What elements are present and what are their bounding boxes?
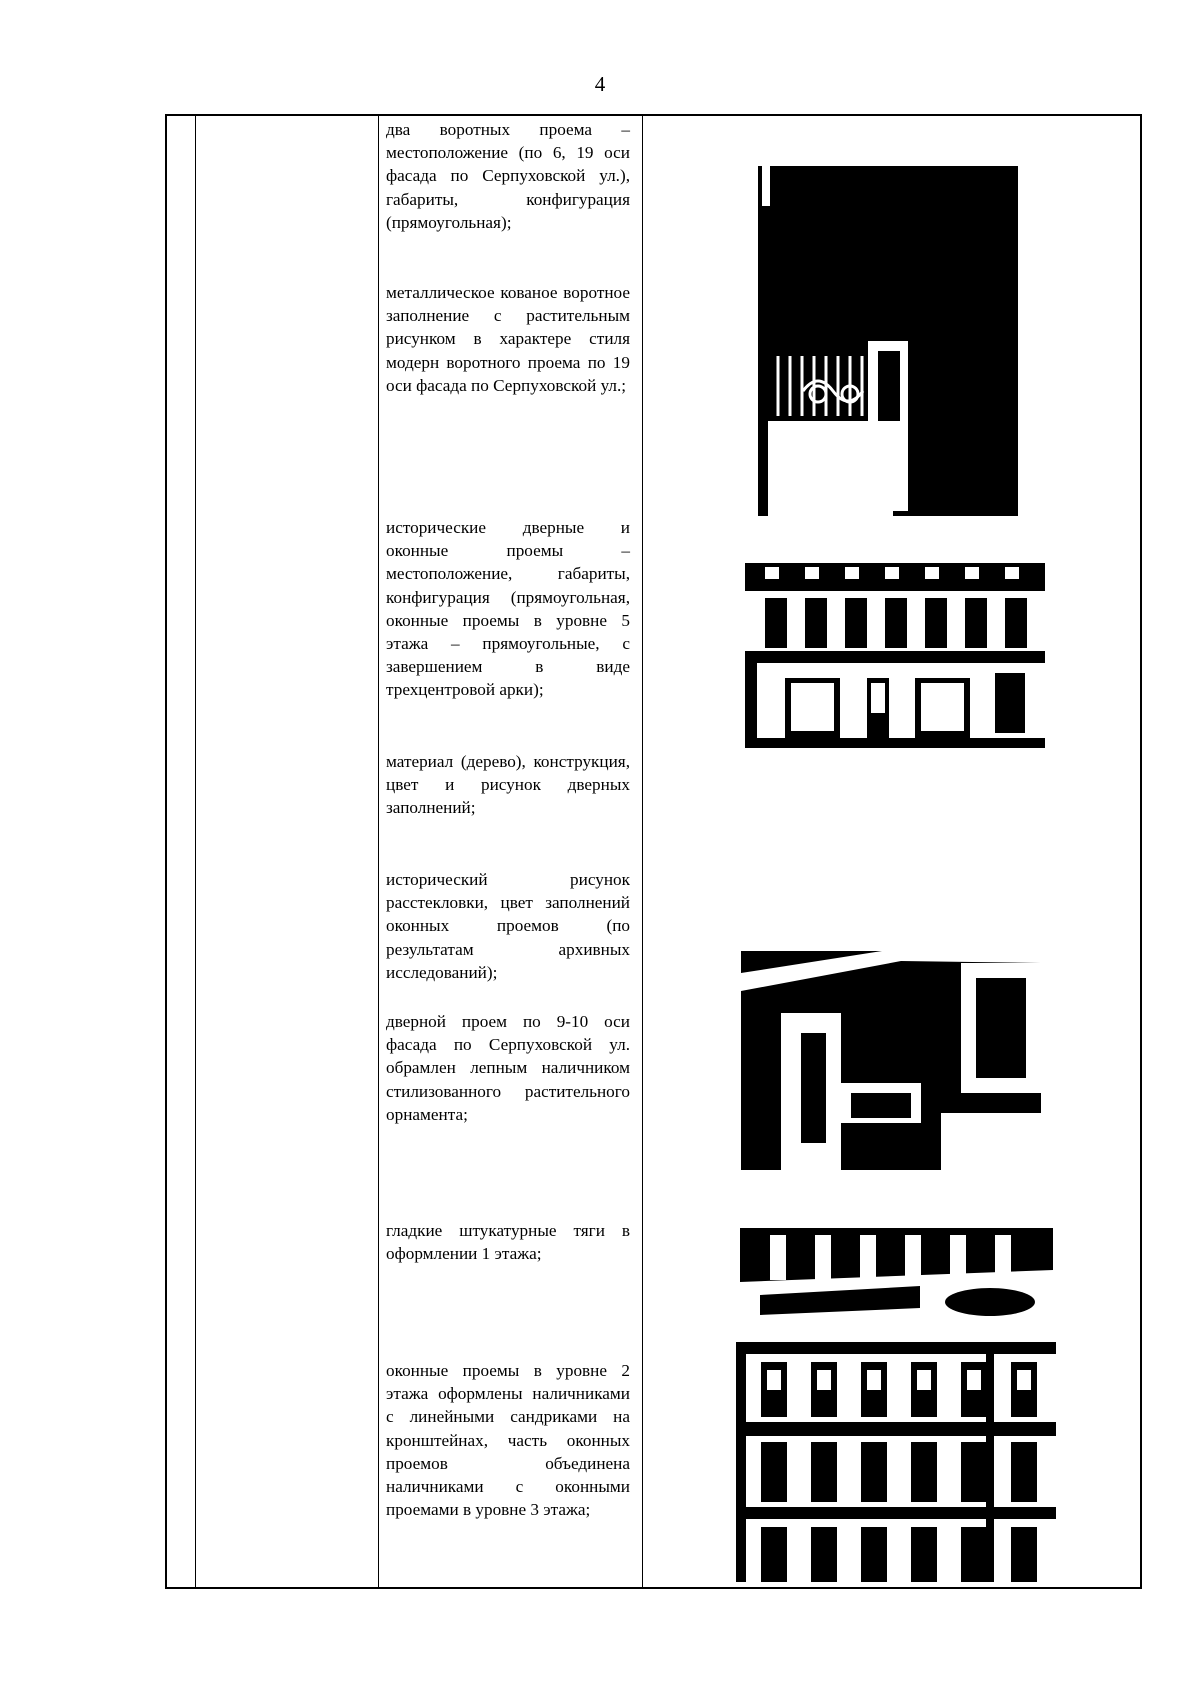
photo-facade-windows (745, 563, 1045, 748)
item-glazing-pattern: исторический рисунок расстекловки, цвет заполнений оконных проемов (по результатам архивных исследований); (386, 870, 630, 982)
item-door-fillings: материал (дерево), конструкция, цвет и рисунок дверных заполнений; (386, 752, 630, 818)
page-number: 4 (594, 72, 606, 96)
item-second-floor-windows: оконные проемы в уровне 2 этажа оформлены наличниками с линейными сандриками на кронштейнах, часть оконных проемов объединена наличниками с оконными проемами в уровне 3 этажа; (386, 1361, 630, 1520)
item-gate-filling: металлическое кованое воротное заполнение с растительным рисунком в характере стиля модерн воротного проема по 19 оси фасада по Серпуховской ул.; (386, 283, 630, 395)
photo-plaster-moldings (740, 1210, 1053, 1320)
photo-second-floor-windows (736, 1342, 1056, 1582)
column-divider-1 (195, 116, 196, 1587)
column-divider-3 (642, 116, 643, 1587)
photo-gate (758, 166, 1018, 526)
item-door-window-openings: исторические дверные и оконные проемы – местоположение, габариты, конфигурация (прямоугольная, оконные проемы в уровне 5 этажа – прямоугольные, с завершением в виде трехцентровой арки); (386, 518, 630, 700)
column-divider-2 (378, 116, 379, 1587)
item-door-surround: дверной проем по 9-10 оси фасада по Серпуховской ул. обрамлен лепным наличником стилизованного растительного орнамента; (386, 1012, 630, 1124)
item-gate-openings: два воротных проема – местоположение (по 6, 19 оси фасада по Серпуховской ул.), габариты, конфигурация (прямоугольная); (386, 120, 630, 232)
item-plaster-moldings: гладкие штукатурные тяги в оформлении 1 этажа; (386, 1221, 630, 1264)
photo-door-surround (741, 933, 1041, 1170)
